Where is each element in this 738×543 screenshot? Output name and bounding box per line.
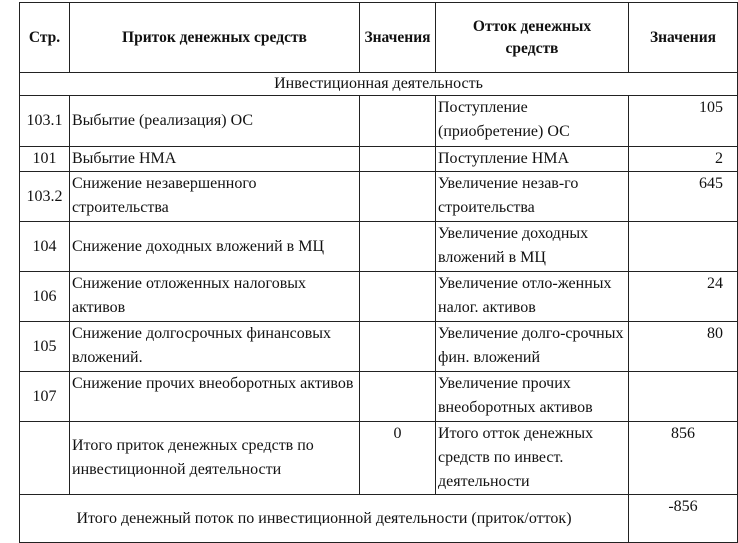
cash-flow-table [19, 2, 738, 543]
totals-outflow-value: 856 [629, 422, 738, 495]
totals-code [20, 422, 70, 495]
header-outflow-line1: Отток денежных [472, 17, 592, 35]
row-inflow-value [360, 372, 436, 422]
table-row [20, 222, 738, 272]
row-code: 103.1 [20, 96, 70, 147]
row-inflow: Снижение доходных вложений в МЦ [70, 222, 360, 272]
totals-row [20, 422, 738, 495]
header-outflow-line2: средств [505, 39, 559, 57]
row-outflow: Увеличение незав-го строительства [436, 172, 629, 222]
row-inflow-value [360, 322, 436, 372]
row-outflow: Увеличение доходных вложений в МЦ [436, 222, 629, 272]
row-outflow-value: 80 [629, 322, 738, 372]
row-code: 106 [20, 272, 70, 322]
table-row [20, 172, 738, 222]
row-outflow: Поступление (приобретение) ОС [436, 96, 629, 147]
section-title: Инвестиционная деятельность [20, 73, 738, 96]
row-outflow: Увеличение отло-женных налог. активов [436, 272, 629, 322]
header-inflow-value: Значения [360, 3, 436, 73]
row-outflow: Увеличение прочих внеоборотных активов [436, 372, 629, 422]
row-inflow-value [360, 222, 436, 272]
row-inflow: Снижение отложенных налоговых активов [70, 272, 360, 322]
row-inflow: Выбытие (реализация) ОС [70, 96, 360, 147]
table-row [20, 96, 738, 147]
net-label: Итого денежный поток по инвестиционной деятельности (приток/отток) [20, 495, 629, 543]
header-outflow [436, 3, 629, 73]
row-outflow-value [629, 222, 738, 272]
header-code: Стр. [20, 3, 70, 73]
table-row [20, 372, 738, 422]
totals-inflow-label: Итого приток денежных средств по инвестиционной деятельности [70, 422, 360, 495]
row-inflow-value [360, 96, 436, 147]
row-outflow: Увеличение долго-срочных фин. вложений [436, 322, 629, 372]
section-row [20, 73, 738, 96]
net-value: -856 [629, 495, 738, 543]
row-code: 101 [20, 147, 70, 172]
row-outflow-value: 2 [629, 147, 738, 172]
header-row [20, 3, 738, 73]
row-inflow: Снижение незавершенного строительства [70, 172, 360, 222]
row-outflow-value: 645 [629, 172, 738, 222]
row-outflow: Поступление НМА [436, 147, 629, 172]
table-row [20, 272, 738, 322]
row-inflow-value [360, 272, 436, 322]
totals-inflow-value: 0 [360, 422, 436, 495]
totals-outflow-label: Итого отток денежных средств по инвест. деятельности [436, 422, 629, 495]
table-row [20, 147, 738, 172]
row-code: 105 [20, 322, 70, 372]
row-inflow-value [360, 147, 436, 172]
row-inflow-value [360, 172, 436, 222]
row-outflow-value: 24 [629, 272, 738, 322]
table-row [20, 322, 738, 372]
row-inflow: Выбытие НМА [70, 147, 360, 172]
row-outflow-value: 105 [629, 96, 738, 147]
row-code: 103.2 [20, 172, 70, 222]
row-inflow: Снижение долгосрочных финансовых вложений. [70, 322, 360, 372]
row-outflow-value [629, 372, 738, 422]
row-inflow: Снижение прочих внеоборотных активов [70, 372, 360, 422]
header-inflow: Приток денежных средств [70, 3, 360, 73]
net-row [20, 495, 738, 543]
header-outflow-value: Значения [629, 3, 738, 73]
row-code: 104 [20, 222, 70, 272]
row-code: 107 [20, 372, 70, 422]
